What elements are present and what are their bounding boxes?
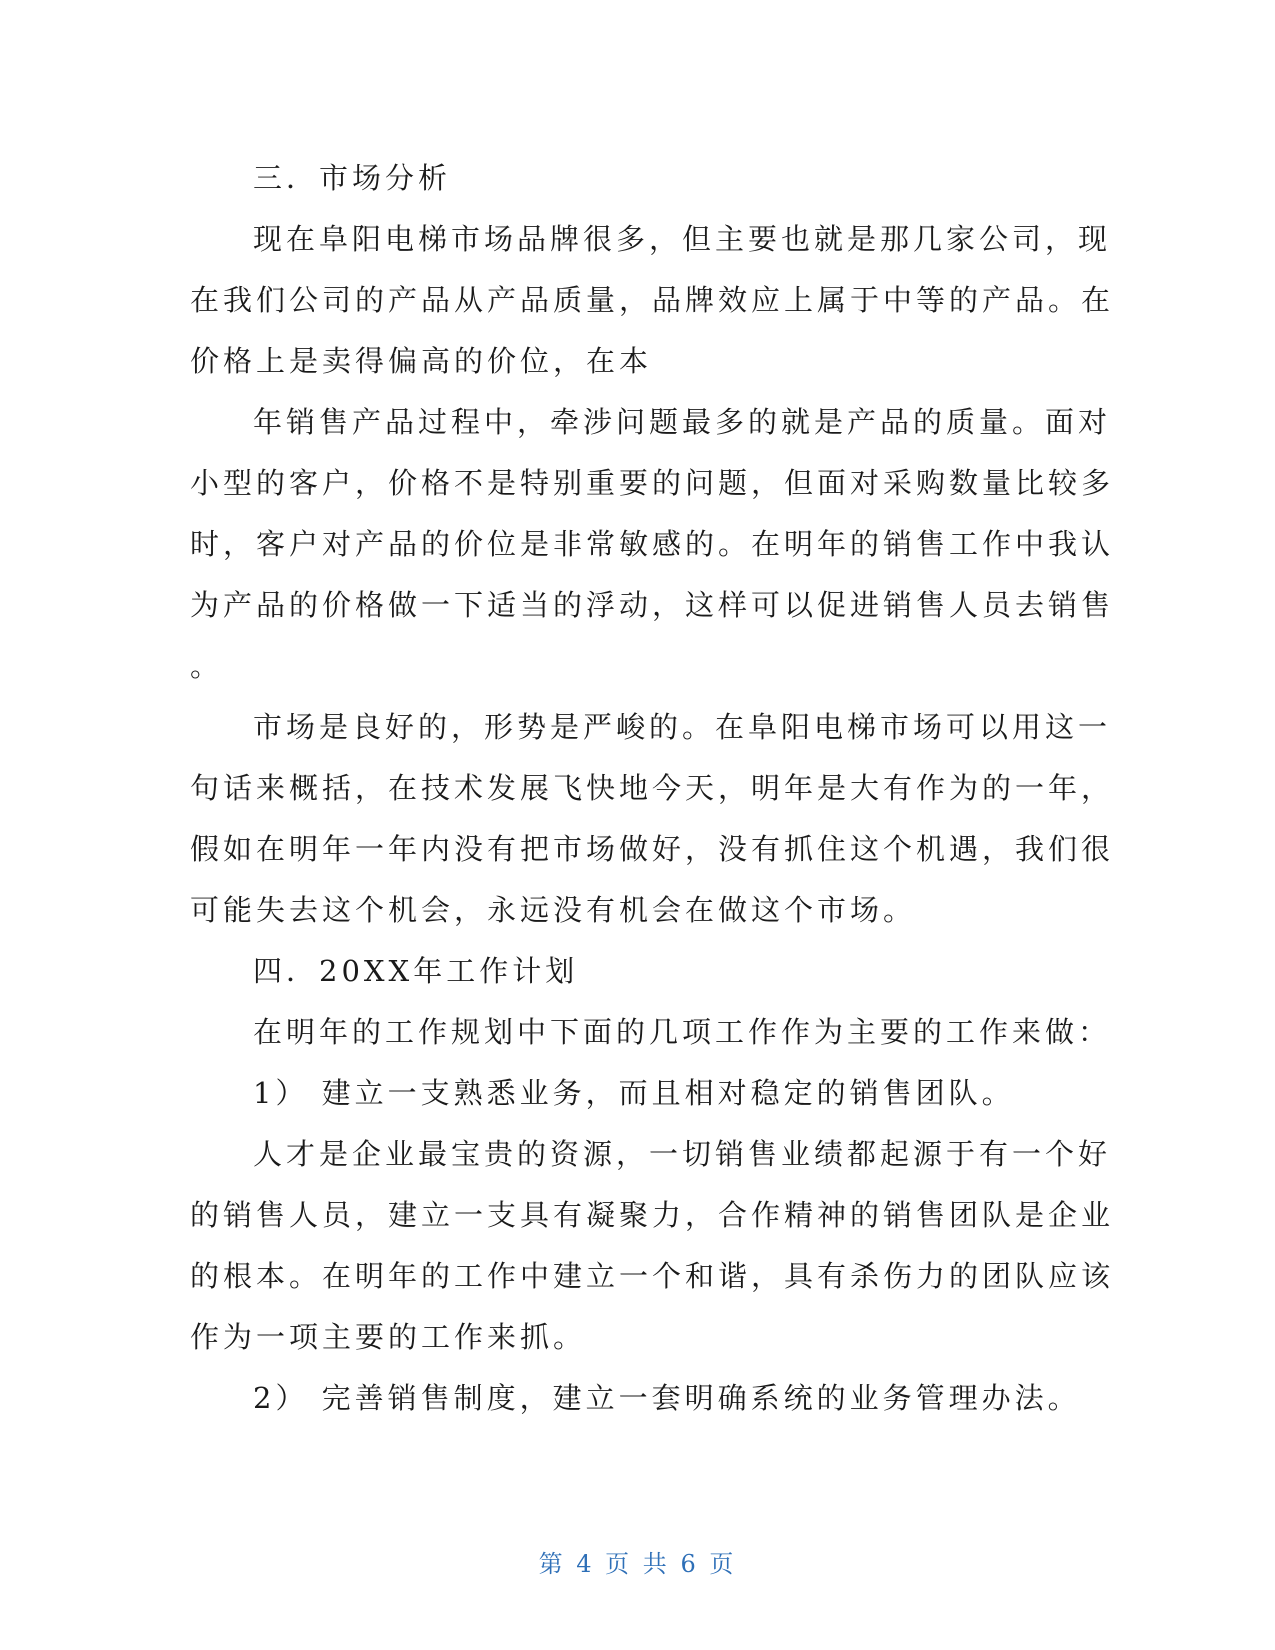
paragraph-line: 的根本。在明年的工作中建立一个和谐，具有杀伤力的团队应该 xyxy=(190,1259,1115,1293)
paragraph-line: 作为一项主要的工作来抓。 xyxy=(190,1320,587,1354)
paragraph-line: 价格上是卖得偏高的价位，在本 xyxy=(190,344,653,378)
section-heading-market-analysis: 三．市场分析 xyxy=(253,161,452,195)
paragraph-line: 人才是企业最宝贵的资源，一切销售业绩都起源于有一个好 xyxy=(253,1137,1112,1171)
paragraph-line: 在明年的工作规划中下面的几项工作作为主要的工作来做： xyxy=(253,1015,1112,1049)
paragraph-line: 的销售人员，建立一支具有凝聚力，合作精神的销售团队是企业 xyxy=(190,1198,1115,1232)
paragraph-line: 市场是良好的，形势是严峻的。在阜阳电梯市场可以用这一 xyxy=(253,710,1112,744)
document-body xyxy=(190,148,1115,1429)
paragraph-line: 可能失去这个机会，永远没有机会在做这个市场。 xyxy=(190,893,917,927)
paragraph-line: 时，客户对产品的价位是非常敏感的。在明年的销售工作中我认 xyxy=(190,527,1115,561)
paragraph-line: 假如在明年一年内没有把市场做好，没有抓住这个机遇，我们很 xyxy=(190,832,1115,866)
paragraph-line: 小型的客户，价格不是特别重要的问题，但面对采购数量比较多 xyxy=(190,466,1115,500)
paragraph-line: 在我们公司的产品从产品质量，品牌效应上属于中等的产品。在 xyxy=(190,283,1115,317)
paragraph-line: 年销售产品过程中，牵涉问题最多的就是产品的质量。面对 xyxy=(253,405,1112,439)
paragraph-line: 句话来概括，在技术发展飞快地今天，明年是大有作为的一年， xyxy=(190,771,1115,805)
paragraph-line: 现在阜阳电梯市场品牌很多，但主要也就是那几家公司，现 xyxy=(253,222,1112,256)
list-item-2: 2） 完善销售制度，建立一套明确系统的业务管理办法。 xyxy=(253,1381,1081,1415)
paragraph-line: 。 xyxy=(190,649,224,683)
list-item-1: 1） 建立一支熟悉业务，而且相对稳定的销售团队。 xyxy=(253,1076,1015,1110)
paragraph-line: 为产品的价格做一下适当的浮动，这样可以促进销售人员去销售 xyxy=(190,588,1115,622)
page-number-footer: 第 4 页 共 6 页 xyxy=(538,1550,737,1578)
section-heading-work-plan: 四．20XX年工作计划 xyxy=(253,954,579,988)
